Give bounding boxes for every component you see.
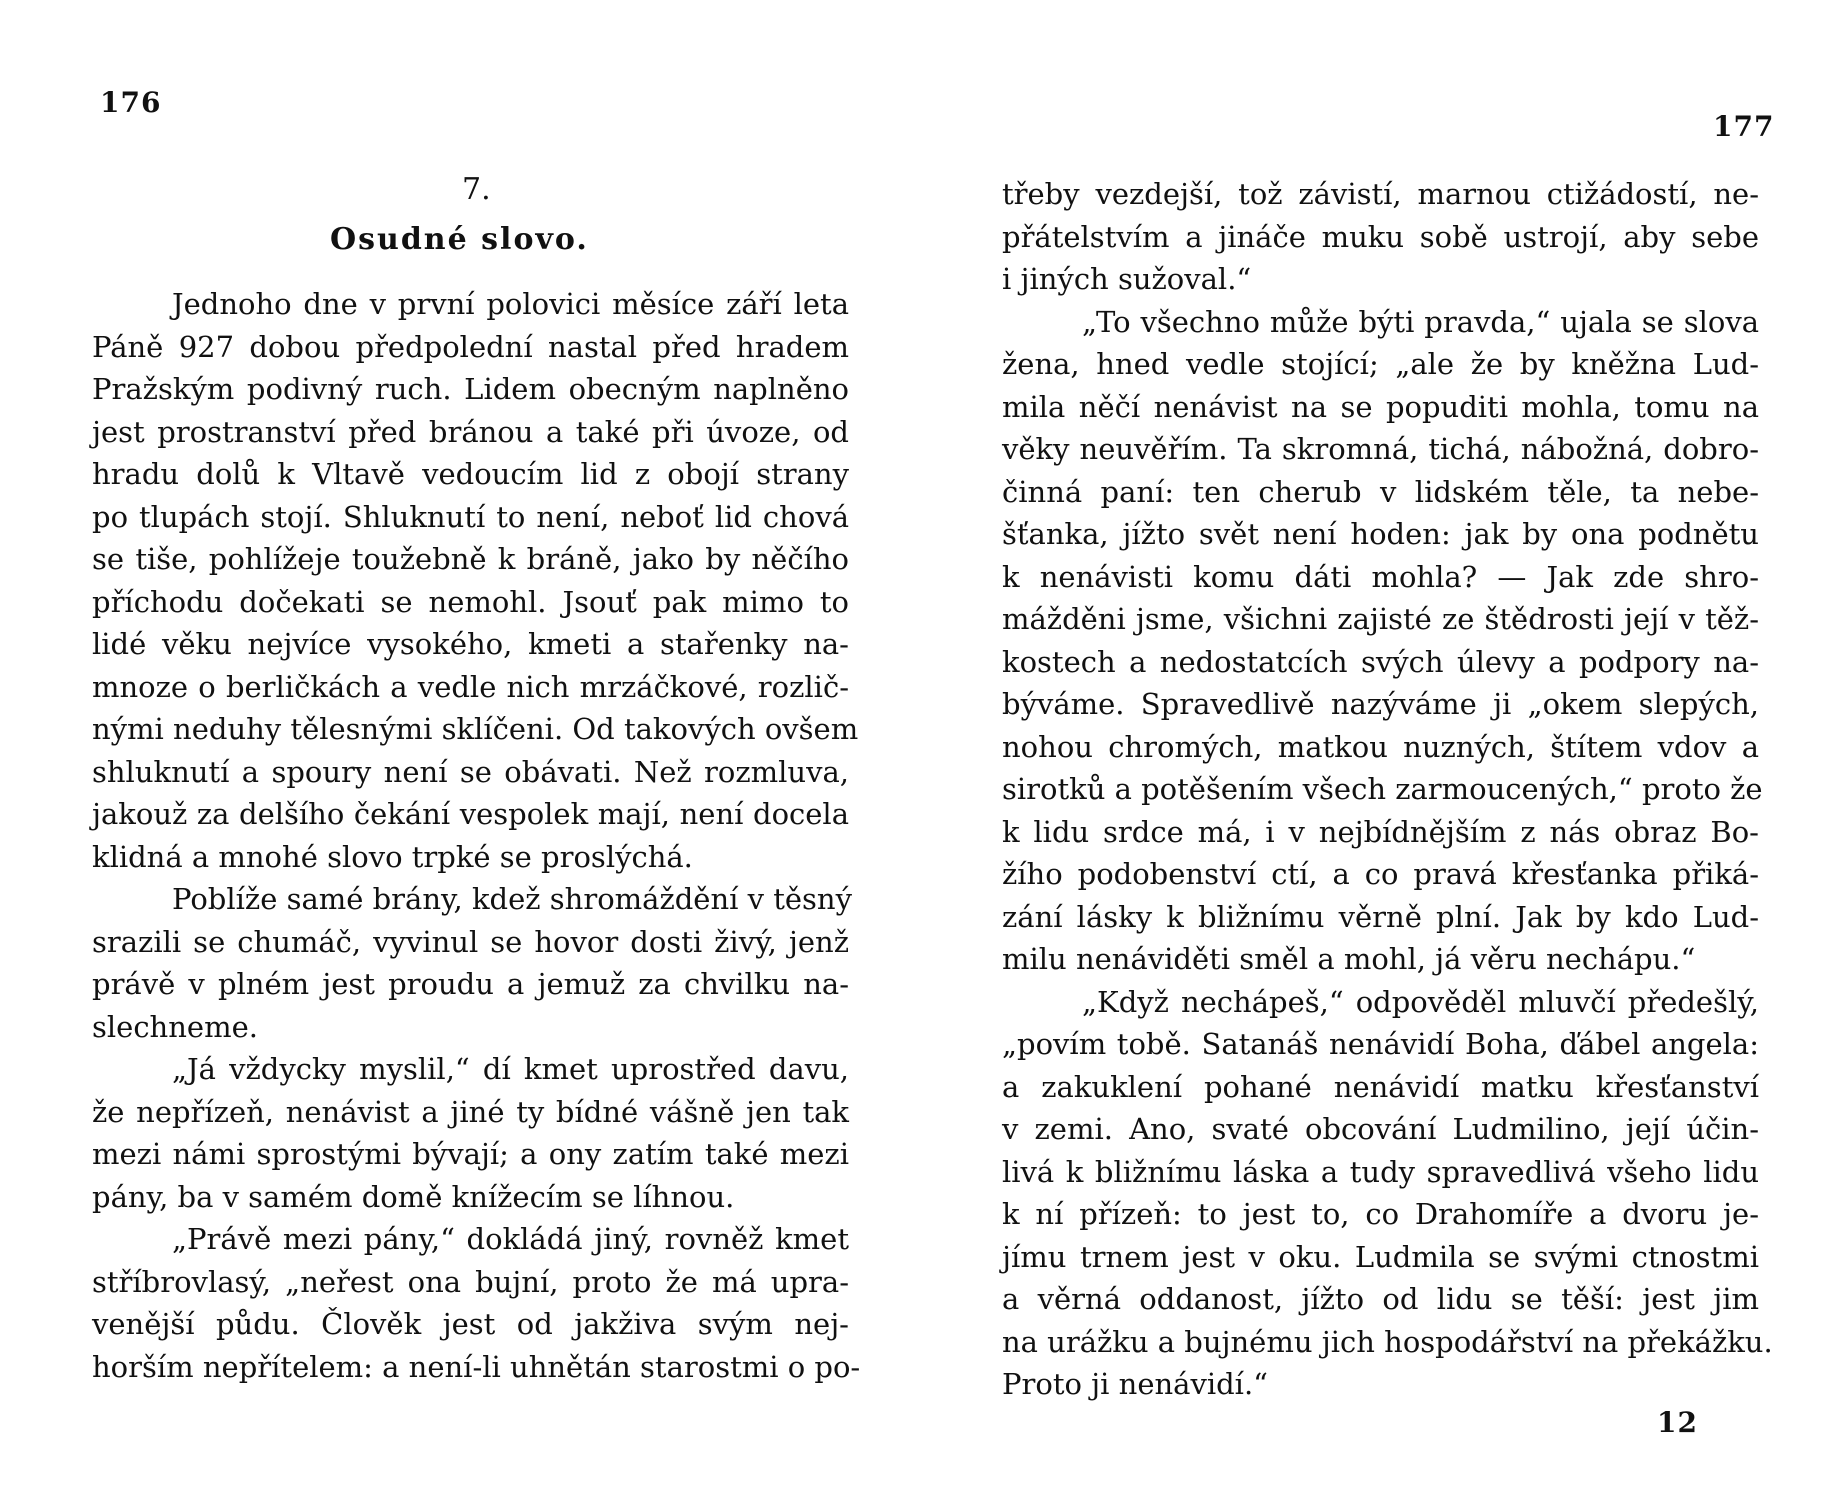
text-line: Proto ji nenávidí.“ — [1002, 1367, 1268, 1401]
text-line: Pražským podivný ruch. Lidem obecným naplněno — [92, 372, 849, 406]
text-line: kostech a nedostatcích svých úlevy a podpory na- — [1002, 644, 1759, 679]
text-line: Páně 927 dobou předpolední nastal před hradem — [92, 329, 849, 364]
text-line: se tiše, pohlížeje toužebně k bráně, jako by něčího — [92, 542, 849, 576]
text-line: Poblíže samé brány, kdež shromáždění v těsný — [172, 882, 852, 916]
text-line: jakouž za delšího čekání vespolek mají, není docela — [92, 797, 849, 831]
paragraph — [1002, 981, 1773, 1406]
text-line: k nenávisti komu dáti mohla? — Jak zde shro- — [1002, 559, 1759, 594]
text-line: mážděni jsme, všichni zajisté ze štědrosti její v těž- — [1002, 602, 1759, 636]
text-line: k lidu srdce má, i v nejbídnějším z nás obraz Bo- — [1002, 814, 1759, 849]
text-line: činná paní: ten cherub v lidském těle, ta nebe- — [1002, 474, 1759, 509]
text-line: stříbrovlasý, „neřest ona bujní, proto že má upra- — [92, 1264, 849, 1299]
page-number-left: 176 — [100, 86, 162, 119]
paragraph — [92, 1218, 861, 1388]
text-line: žena, hned vedle stojící; „ale že by kněžna Lud- — [1002, 347, 1759, 381]
chapter-title: Osudné slovo. — [330, 222, 589, 257]
right-page-text — [1002, 173, 1773, 1406]
signature-mark: 12 — [1657, 1406, 1698, 1439]
text-line: věky neuvěřím. Ta skromná, tichá, nábožná, dobro- — [1002, 432, 1759, 466]
page-number-right: 177 — [1713, 110, 1775, 143]
chapter-number: 7. — [462, 172, 491, 207]
text-line: livá k bližnímu láska a tudy spravedlivá všeho lidu — [1002, 1154, 1759, 1189]
text-line: „Když nechápeš,“ odpověděl mluvčí předešlý, — [1082, 984, 1759, 1019]
text-line: sirotků a potěšením všech zarmoucených,“ proto že — [1002, 772, 1763, 806]
text-line: jest prostranství před bránou a také při úvoze, od — [92, 414, 849, 449]
text-line: právě v plném jest proudu a jemuž za chvilku na- — [92, 967, 849, 1001]
paragraph — [1002, 173, 1759, 301]
text-line: milu nenáviděti směl a mohl, já věru nechápu.“ — [1002, 942, 1696, 976]
text-line: lidé věku nejvíce vysokého, kmeti a stařenky na- — [92, 627, 849, 661]
text-line: pány, ba v samém domě knížecím se líhnou. — [92, 1179, 735, 1214]
text-line: příchodu dočekati se nemohl. Jsouť pak mimo to — [92, 584, 849, 619]
paragraph — [92, 1048, 849, 1218]
text-line: „povím tobě. Satanáš nenávidí Boha, ďábel angela: — [1002, 1027, 1759, 1061]
text-line: hradu dolů k Vltavě vedoucím lid z obojí strany — [92, 457, 849, 491]
text-line: třeby vezdejší, tož závistí, marnou ctižádostí, ne- — [1002, 177, 1759, 211]
paragraph — [92, 283, 859, 878]
text-line: jímu trnem jest v oku. Ludmila se svými ctnostmi — [1002, 1239, 1759, 1274]
text-line: venější půdu. Člověk jest od jakživa svým nej- — [92, 1307, 849, 1341]
text-line: horším nepřítelem: a není-li uhnětán starostmi o po- — [92, 1349, 861, 1384]
text-line: přátelstvím a jináče muku sobě ustrojí, aby sebe — [1002, 219, 1759, 254]
text-line: shluknutí a spoury není se obávati. Než rozmluva, — [92, 754, 849, 789]
text-line: šťanka, jížto svět není hoden: jak by ona podnětu — [1002, 517, 1759, 551]
text-line: mnoze o berličkách a vedle nich mrzáčkové, rozlič- — [92, 669, 849, 704]
paragraph — [1002, 301, 1763, 981]
text-line: po tlupách stojí. Shluknutí to není, neboť lid chová — [92, 499, 849, 534]
text-line: „Já vždycky myslil,“ dí kmet uprostřed davu, — [172, 1052, 849, 1086]
text-line: nými neduhy tělesnými sklíčeni. Od takových ovšem — [92, 712, 859, 746]
text-line: v zemi. Ano, svaté obcování Ludmilino, její účin- — [1002, 1112, 1759, 1146]
left-page-text — [92, 283, 861, 1388]
text-line: a věrná oddanost, jížto od lidu se těší: jest jim — [1002, 1282, 1759, 1316]
text-line: i jiných sužoval.“ — [1002, 262, 1252, 296]
text-line: „Právě mezi pány,“ dokládá jiný, rovněž kmet — [172, 1222, 849, 1256]
text-line: na urážku a bujnému jich hospodářství na překážku. — [1002, 1324, 1773, 1359]
text-line: a zakuklení pohané nenávidí matku křesťanství — [1002, 1069, 1759, 1104]
text-line: „To všechno může býti pravda,“ ujala se slova — [1082, 304, 1759, 339]
text-line: Jednoho dne v první polovici měsíce září leta — [172, 287, 849, 321]
text-line: býváme. Spravedlivě nazýváme ji „okem slepých, — [1002, 687, 1759, 721]
text-line: zání lásky k bližnímu věrně plní. Jak by kdo Lud- — [1002, 899, 1759, 934]
paragraph — [92, 878, 852, 1048]
text-line: srazili se chumáč, vyvinul se hovor dosti živý, jenž — [92, 924, 849, 959]
text-line: klidná a mnohé slovo trpké se proslýchá. — [92, 839, 693, 874]
text-line: žího podobenství ctí, a co pravá křesťanka přiká- — [1002, 857, 1759, 891]
text-line: mila něčí nenávist na se popuditi mohla, tomu na — [1002, 389, 1759, 424]
text-line: že nepřízeň, nenávist a jiné ty bídné vášně jen tak — [92, 1094, 849, 1129]
text-line: mezi námi sprostými bývají; a ony zatím také mezi — [92, 1137, 849, 1171]
text-line: slechneme. — [92, 1009, 258, 1044]
text-line: nohou chromých, matkou nuzných, štítem vdov a — [1002, 729, 1759, 764]
text-line: k ní přízeň: to jest to, co Drahomíře a dvoru je- — [1002, 1197, 1759, 1231]
